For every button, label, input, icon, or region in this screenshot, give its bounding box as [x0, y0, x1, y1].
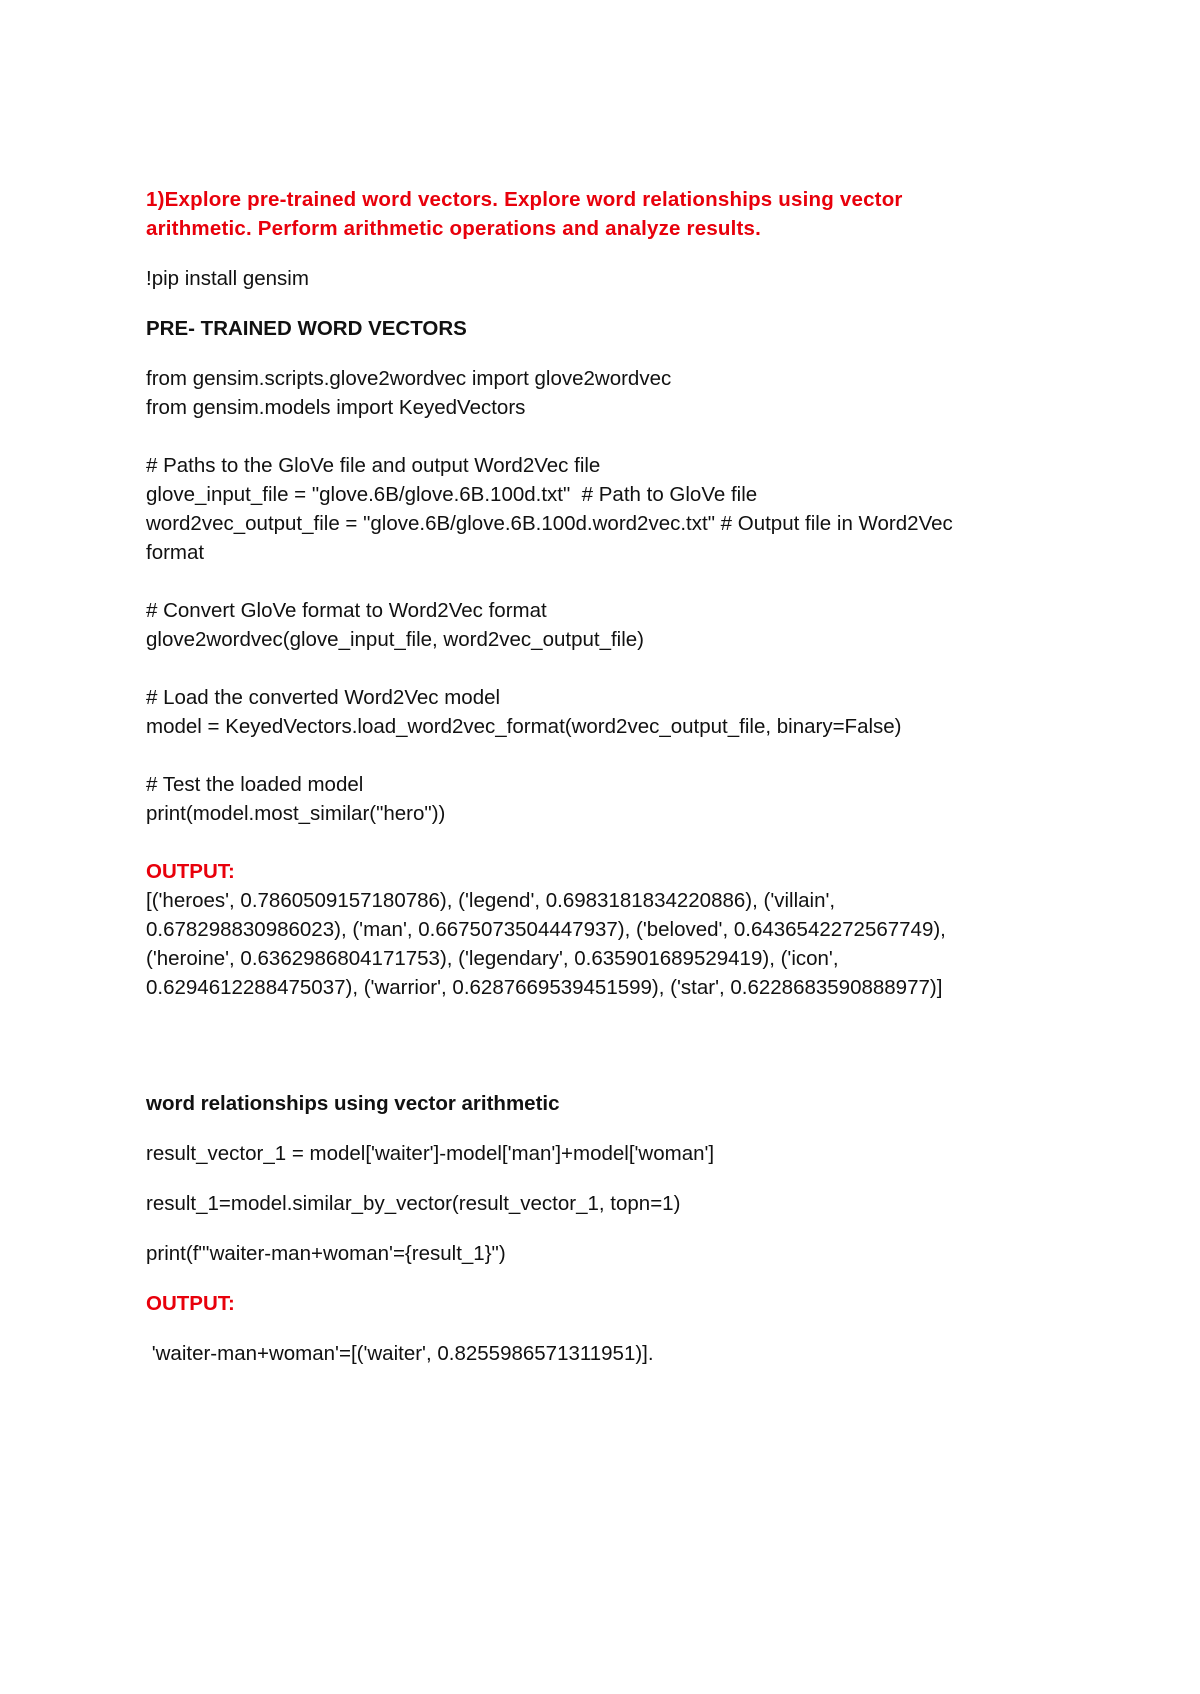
code-convert-line-1: # Convert GloVe format to Word2Vec format — [146, 599, 547, 622]
code-test-line-2: print(model.most_similar("hero")) — [146, 802, 446, 825]
output-1-line-1: [('heroes', 0.7860509157180786), ('legend', 0.6983181834220886), ('villain', — [146, 889, 836, 912]
code-load-line-1: # Load the converted Word2Vec model — [146, 686, 501, 709]
code-import-line-1: from gensim.scripts.glove2wordvec import glove2wordvec — [146, 367, 672, 390]
task-title-line-2: arithmetic. Perform arithmetic operations and analyze results. — [146, 217, 762, 240]
code-paths-line-1: # Paths to the GloVe file and output Word2Vec file — [146, 454, 601, 477]
code-import-line-2: from gensim.models import KeyedVectors — [146, 396, 526, 419]
section-heading-pretrained: PRE- TRAINED WORD VECTORS — [146, 317, 467, 340]
output-2-line: 'waiter-man+woman'=[('waiter', 0.8255986571311951)]. — [146, 1342, 654, 1365]
code-result-vector: result_vector_1 = model['waiter']-model['man']+model['woman'] — [146, 1142, 715, 1165]
code-paths-line-2: glove_input_file = "glove.6B/glove.6B.100d.txt" # Path to GloVe file — [146, 483, 758, 506]
code-print-result: print(f"'waiter-man+woman'={result_1}") — [146, 1242, 506, 1265]
code-paths-line-3: word2vec_output_file = "glove.6B/glove.6B.100d.word2vec.txt" # Output file in Word2Vec — [146, 512, 953, 535]
code-load-line-2: model = KeyedVectors.load_word2vec_format(word2vec_output_file, binary=False) — [146, 715, 902, 738]
code-similar-by-vector: result_1=model.similar_by_vector(result_vector_1, topn=1) — [146, 1192, 681, 1215]
output-1-line-3: ('heroine', 0.6362986804171753), ('legendary', 0.635901689529419), ('icon', — [146, 947, 839, 970]
output-1-line-2: 0.678298830986023), ('man', 0.6675073504447937), ('beloved', 0.6436542272567749), — [146, 918, 946, 941]
output-1-line-4: 0.6294612288475037), ('warrior', 0.6287669539451599), ('star', 0.6228683590888977)] — [146, 976, 943, 999]
code-paths-line-4: format — [146, 541, 205, 564]
output-label-2: OUTPUT: — [146, 1292, 235, 1315]
section-heading-relationships: word relationships using vector arithmetic — [146, 1092, 560, 1115]
code-convert-line-2: glove2wordvec(glove_input_file, word2vec_output_file) — [146, 628, 644, 651]
document-page — [146, 185, 1046, 1368]
pip-install-command: !pip install gensim — [146, 267, 309, 290]
output-label-1: OUTPUT: — [146, 860, 235, 883]
task-title-line-1: 1)Explore pre-trained word vectors. Explore word relationships using vector — [146, 188, 903, 211]
code-test-line-1: # Test the loaded model — [146, 773, 364, 796]
